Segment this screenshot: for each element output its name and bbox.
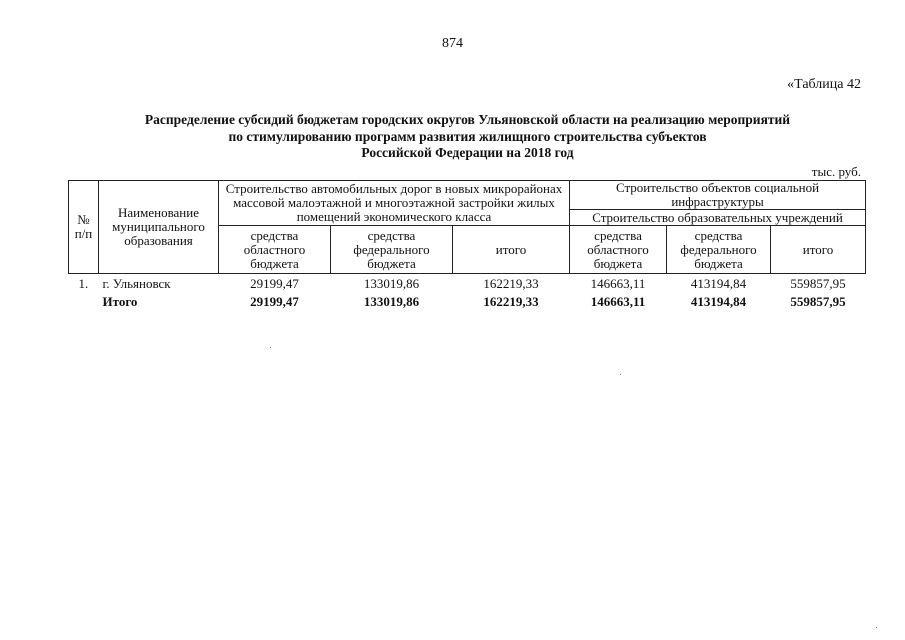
row-municipality: г. Ульяновск: [102, 276, 171, 291]
total-g2-regional: 146663,11: [590, 294, 646, 309]
cell-g1-total: 162219,33: [483, 276, 539, 291]
total-row: [69, 292, 866, 310]
cell-g1-regional: 29199,47: [250, 276, 299, 291]
header-g2-total: итого: [771, 226, 866, 274]
title-line-1: Распределение субсидий бюджетам городских округов Ульяновской области на реализацию мероприятий: [144, 112, 791, 127]
cell-g2-total: 559857,95: [790, 276, 846, 291]
header-g1-regional: средства областного бюджета: [219, 226, 331, 274]
header-roads-group: Строительство автомобильных дорог в новых микрорайонах массовой малоэтажной и многоэтажной застройки жилых помещений экономического класса: [219, 181, 570, 226]
scan-speck: [620, 374, 621, 375]
table-label: «Таблица 42: [787, 77, 861, 92]
row-number: 1.: [78, 276, 89, 291]
header-municipality: Наименование муниципального образования: [99, 181, 219, 274]
table-row: [69, 274, 866, 293]
total-g2-total: 559857,95: [790, 294, 846, 309]
total-g2-federal: 413194,84: [690, 294, 747, 309]
header-g2-regional: средства областного бюджета: [570, 226, 667, 274]
total-g1-federal: 133019,86: [363, 294, 420, 309]
cell-g1-federal: 133019,86: [363, 276, 420, 291]
total-number-empty: [69, 292, 99, 310]
document-title: [60, 112, 875, 162]
header-g2-federal: средства федерального бюджета: [667, 226, 771, 274]
total-g1-total: 162219,33: [483, 294, 539, 309]
cell-g2-federal: 413194,84: [690, 276, 747, 291]
subsidy-table: [68, 180, 866, 310]
units-label: тыс. руб.: [811, 164, 861, 179]
total-label: Итого: [102, 294, 138, 309]
header-number: № п/п: [69, 181, 99, 274]
header-social-infrastructure-group: Строительство объектов социальной инфраструктуры: [570, 181, 866, 210]
cell-g2-regional: 146663,11: [590, 276, 646, 291]
header-g1-federal: средства федерального бюджета: [331, 226, 453, 274]
header-g1-total: итого: [453, 226, 570, 274]
page-number: 874: [442, 36, 463, 51]
total-g1-regional: 29199,47: [250, 294, 299, 309]
scan-speck: [876, 627, 877, 628]
title-line-3: Российской Федерации на 2018 год: [361, 145, 574, 160]
header-education-subgroup: Строительство образовательных учреждений: [570, 210, 866, 226]
scan-speck: [270, 347, 271, 348]
title-line-2: по стимулированию программ развития жилищного строительства субъектов: [228, 128, 707, 144]
